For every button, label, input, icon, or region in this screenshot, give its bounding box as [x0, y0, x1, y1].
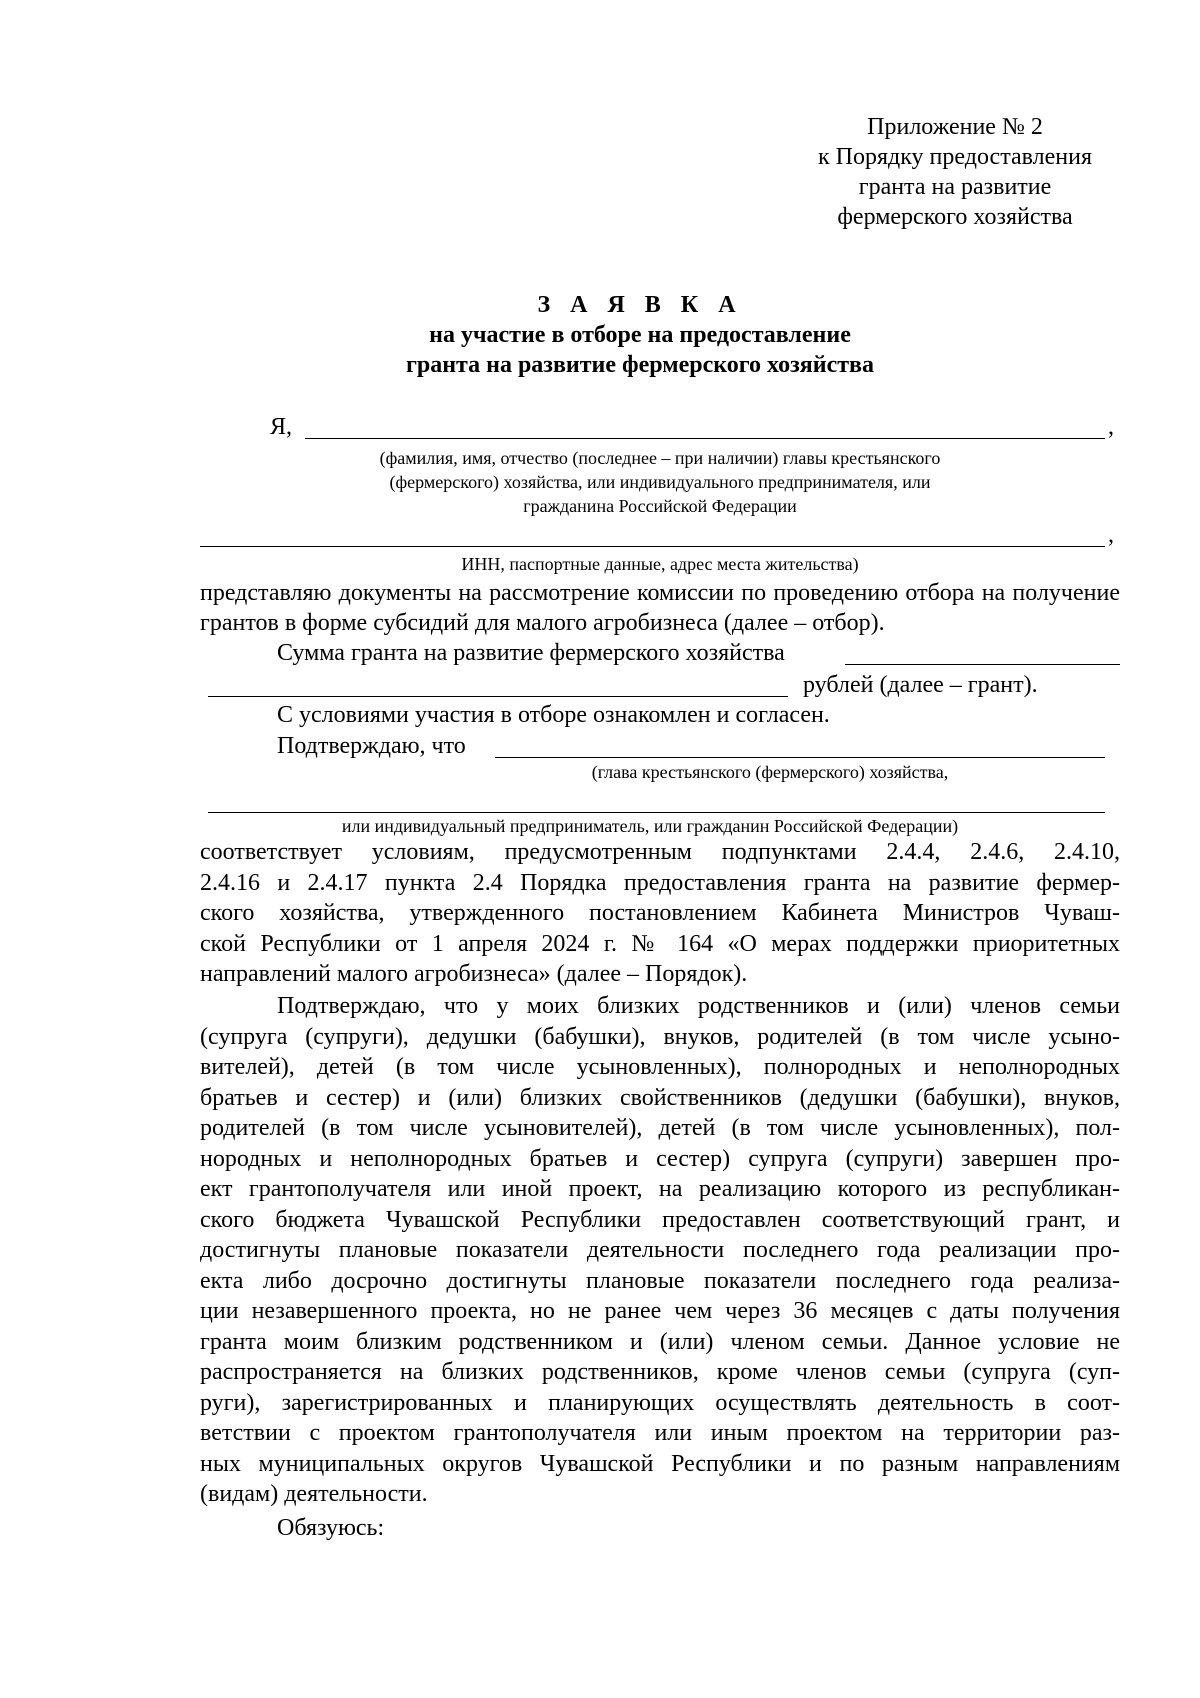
text-line: Подтверждаю, что у моих близких родственников и (или) членов семьи — [277, 993, 1120, 1019]
head-hint: или индивидуальный предприниматель, или гражданин Российской Федерации) — [341, 816, 959, 836]
text-line: распространяется на близких родственников, кроме членов семьи (супруга (суп- — [200, 1359, 1120, 1385]
text-line: братьев и сестер) и (или) близких свойственников (дедушки (бабушки), внуков, — [200, 1084, 1120, 1111]
relatives-paragraph — [200, 991, 1120, 1510]
text-line: 2.4.16 и 2.4.17 пункта 2.4 Порядка предоставления гранта на развитие фермер- — [200, 869, 1120, 896]
head-blank-line[interactable] — [208, 812, 1105, 813]
i-label: Я, — [270, 414, 293, 440]
appendix-line: к Порядку предоставления — [817, 144, 1092, 170]
agree-text: С условиями участия в отборе ознакомлен и согласен. — [277, 702, 830, 728]
obligate-label: Обязуюсь: — [277, 1515, 385, 1541]
inn-blank-line[interactable] — [200, 546, 1105, 547]
text-line: соответствует условиям, предусмотренным подпунктами 2.4.4, 2.4.6, 2.4.10, — [200, 839, 1120, 865]
text-line: достигнуты плановые показатели деятельности последнего года реализации про- — [200, 1237, 1120, 1263]
title-sub: гранта на развитие фермерского хозяйства — [405, 352, 875, 378]
present-text: представляю документы на рассмотрение комиссии по проведению отбора на получение грантов в форме субсидий для малого агробизнеса (далее – отбор). — [200, 580, 1120, 636]
fio-hint — [250, 446, 1070, 518]
comma: , — [1108, 414, 1114, 440]
text-line: ского хозяйства, утвержденного постановлением Кабинета Министров Чуваш- — [200, 900, 1120, 926]
text-line: нородных и неполнородных братьев и сестер) супруга (супруги) завершен про- — [200, 1145, 1120, 1172]
text-line: ветствии с проектом грантополучателя или иным проектом на территории раз- — [200, 1420, 1120, 1446]
sum-label: Сумма гранта на развитие фермерского хозяйства — [277, 640, 785, 666]
comma: , — [1108, 522, 1114, 548]
appendix-line: Приложение № 2 — [867, 114, 1043, 140]
text-line: (супруга (супруги), дедушки (бабушки), внуков, родителей (в том числе усыно- — [200, 1023, 1120, 1050]
appendix-line: гранта на развитие — [858, 174, 1052, 200]
fio-blank-line[interactable] — [305, 438, 1105, 439]
confirm-label: Подтверждаю, что — [277, 733, 466, 759]
text-line: направлений малого агробизнеса» (далее – Порядок). — [200, 961, 748, 987]
text-line: гранта моим близким родственником и (или) членом семьи. Данное условие не — [200, 1328, 1120, 1355]
text-line: екта либо досрочно достигнуты плановые показатели последнего года реализа- — [200, 1267, 1120, 1294]
text-line: вителей), детей (в том числе усыновленных), полнородных и неполнородных — [200, 1054, 1120, 1080]
text-line: ект грантополучателя или иной проект, на реализацию которого из республикан- — [200, 1176, 1120, 1202]
title-sub: на участие в отборе на предоставление — [429, 322, 851, 348]
conditions-paragraph — [200, 837, 1120, 990]
text-line: (видам) деятельности. — [200, 1481, 428, 1507]
text-line: ных муниципальных округов Чувашской Республики и по разным направлениям — [200, 1450, 1120, 1477]
text-line: родителей (в том числе усыновителей), детей (в том числе усыновленных), пол- — [200, 1115, 1120, 1141]
rub-label: рублей (далее – грант). — [803, 672, 1038, 698]
appendix-line: фермерского хозяйства — [837, 204, 1073, 230]
appendix-header — [790, 112, 1120, 232]
hint-line: гражданина Российской Федерации — [523, 496, 797, 516]
text-line: ской Республики от 1 апреля 2024 г. № 164 «О мерах поддержки приоритетных — [200, 930, 1120, 957]
sum-words-blank-line[interactable] — [208, 696, 788, 697]
text-line: ского бюджета Чувашской Республики предоставлен соответствующий грант, и — [200, 1206, 1120, 1233]
inn-hint: ИНН, паспортные данные, адрес места жительства) — [461, 554, 859, 574]
text-line: ции незавершенного проекта, но не ранее чем через 36 месяцев с даты получения — [200, 1298, 1120, 1324]
hint-line: (фермерского) хозяйства, или индивидуального предпринимателя, или — [389, 472, 931, 492]
sum-blank-line[interactable] — [845, 664, 1120, 665]
title-main: З А Я В К А — [537, 292, 743, 318]
head-hint: (глава крестьянского (фермерского) хозяйства, — [591, 762, 949, 782]
confirm-blank-line[interactable] — [495, 757, 1105, 758]
hint-line: (фамилия, имя, отчество (последнее – при наличии) главы крестьянского — [379, 448, 941, 468]
document-title — [200, 290, 1080, 380]
text-line: руги), зарегистрированных и планирующих осуществлять деятельность в соот- — [200, 1389, 1120, 1416]
